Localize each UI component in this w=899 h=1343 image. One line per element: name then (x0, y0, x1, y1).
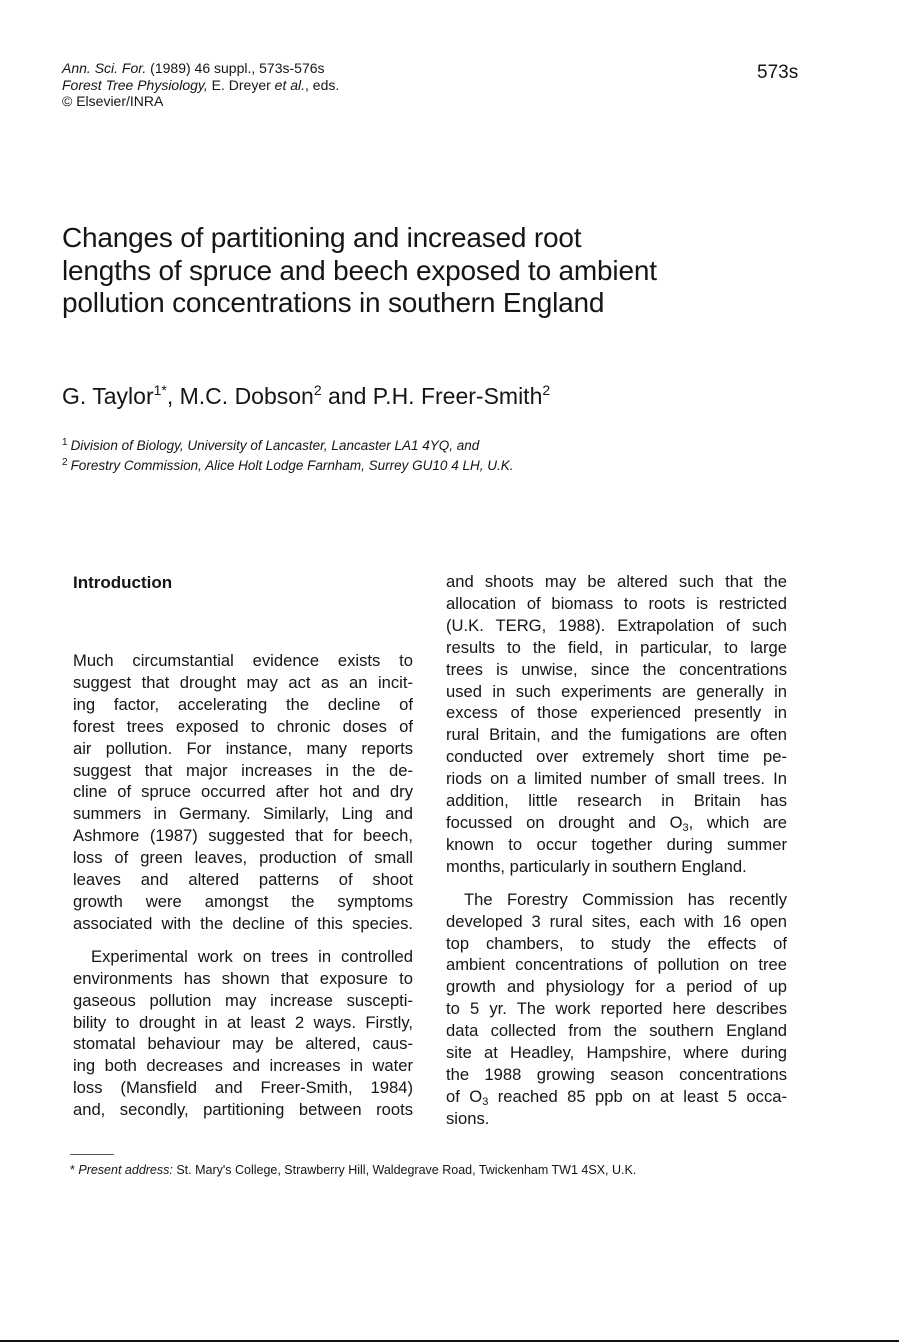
paragraph: and shoots may be altered such that the allocation of biomass to roots is restricted (U.K. TERG, 1988). Extrapolation of such results to the field, in particular, to large trees is unwise, since the concentrations used in such experiments are generally in excess of those experienced presently in rural Britain, and the fumigations are often conducted over extremely short time pe- riods on a limited number of small trees. In addition, little research in Britain has focussed on drought and $O_3$, which are known to occur together during summer months, particularly in southern England. (446, 572, 787, 876)
paper-title (62, 222, 657, 320)
journal-citation: Ann. Sci. For. (1989) 46 suppl., 573s-576s (62, 60, 325, 76)
title-line: lengths of spruce and beech exposed to ambient (62, 254, 657, 286)
section-heading-introduction: Introduction (73, 573, 173, 592)
title-line: Changes of partitioning and increased root (62, 222, 582, 253)
body-column-right (446, 571, 787, 1130)
copyright-line: © Elsevier/INRA (62, 93, 164, 109)
footnote-divider (70, 1154, 114, 1155)
paragraph: Experimental work on trees in controlled environments has shown that exposure to gaseous pollution may increase suscepti- bility to drought in at least 2 ways. Firstly, stomatal behaviour may be altered, caus- ing both decreases and increases in water loss (Mansfield and Freer-Smith, 1984) and, secondly, partitioning between roots (73, 946, 413, 1120)
author-name: P.H. Freer-Smith (372, 383, 543, 409)
paragraph: Much circumstantial evidence exists to suggest that drought may act as an incit- ing factor, accelerating the decline of forest trees exposed to chronic doses of air pollution. For instance, many reports suggest that major increases in the de- cline of spruce occurred after hot and dry summers in Germany. Similarly, Ling and Ashmore (1987) suggested that for beech, loss of green leaves, production of small leaves and altered patterns of shoot growth were amongst the symptoms associated with the decline of this species. (73, 651, 413, 933)
author-affiliation-marker: 2 (542, 382, 551, 398)
paragraph: The Forestry Commission has recently developed 3 rural sites, each with 16 open top chambers, to study the effects of ambient concentrations of pollution on tree growth and physiology for a period of up to 5 yr. The work reported here describes data collected from the southern England site at Headley, Hampshire, where during the 1988 growing season concentrations of $O_3$ reached 85 ppb on at least 5 occa- sions. (446, 889, 787, 1128)
author-name: G. Taylor (62, 383, 154, 409)
journal-header (62, 60, 339, 110)
author-name: M.C. Dobson (179, 383, 314, 409)
title-line: pollution concentrations in southern England (62, 287, 605, 318)
author-affiliation-marker: 1* (153, 382, 167, 398)
author-list: G. Taylor$^{1*}$, M.C. Dobson$^2$ and P.H. Freer-Smith$^2$ (62, 382, 551, 409)
body-column-left (73, 650, 413, 1121)
page-bottom-edge (0, 1340, 899, 1342)
affiliation-item: $^1$ Division of Biology, University of Lancaster, Lancaster LA1 4YQ, and (62, 437, 480, 453)
page-number: 573s (757, 62, 799, 83)
author-affiliation-marker: 2 (313, 382, 322, 398)
affiliation-item: $^2$ Forestry Commission, Alice Holt Lodge Farnham, Surrey GU10 4 LH, U.K. (62, 457, 514, 473)
footnote: * Present address: St. Mary's College, Strawberry Hill, Waldegrave Road, Twickenham TW1 4SX, U.K. (70, 1163, 637, 1177)
affiliations (62, 434, 513, 474)
book-citation: Forest Tree Physiology, E. Dreyer et al., eds. (62, 76, 340, 93)
